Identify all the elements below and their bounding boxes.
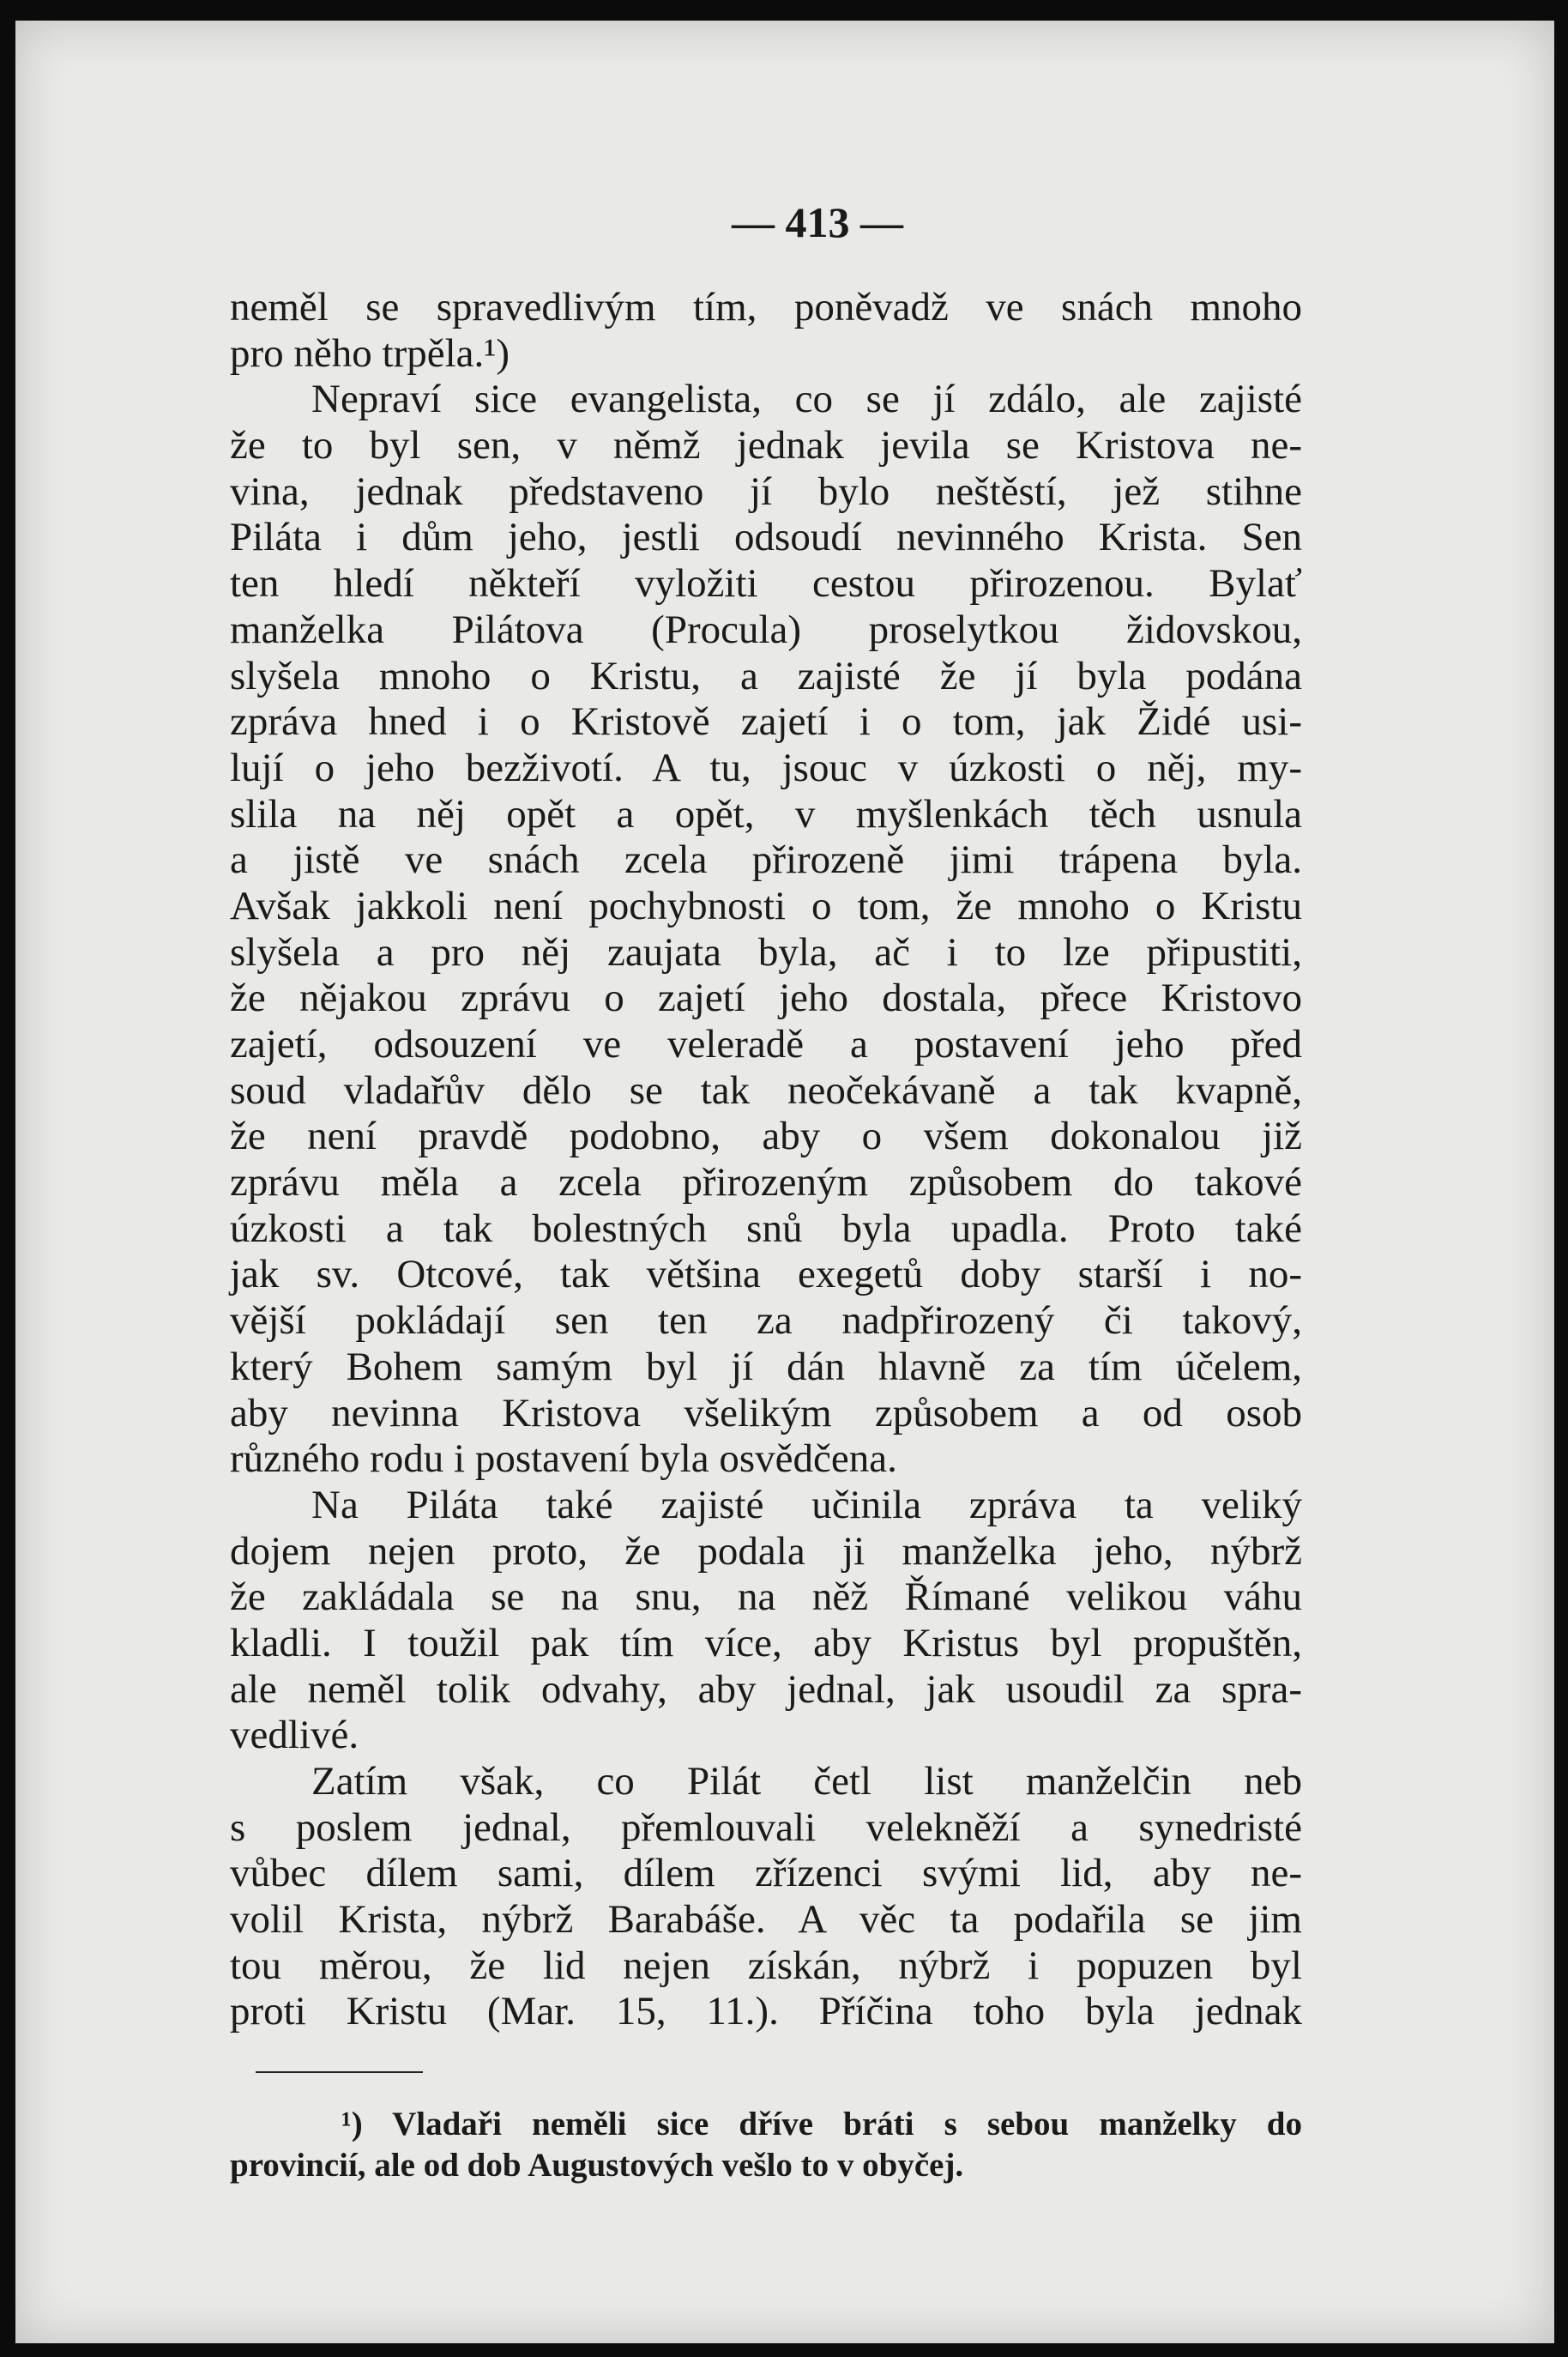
text-line: dojem nejen proto, že podala ji manželka jeho, nýbrž (230, 1528, 1302, 1574)
text-line: soud vladařův dělo se tak neočekávaně a tak kvapně, (230, 1067, 1302, 1113)
text-line: aby nevinna Kristova všelikým způsobem a od osob (230, 1390, 1302, 1435)
text-line: že to byl sen, v němž jednak jevila se Kristova ne- (230, 423, 1302, 468)
text-line: různého rodu i postavení byla osvědčena. (230, 1436, 897, 1482)
text-line: ale neměl tolik odvahy, aby jednal, jak usoudil za spra- (230, 1666, 1302, 1712)
text-line: že není pravdě podobno, aby o všem dokonalou již (230, 1114, 1302, 1159)
text-line: kladli. I toužil pak tím více, aby Kristus byl propuštěn, (230, 1620, 1302, 1665)
body-text (230, 285, 1302, 2035)
text-line: a jistě ve snách zcela přirozeně jimi trápena byla. (230, 837, 1302, 883)
page-content (230, 192, 1302, 2186)
text-line: volil Krista, nýbrž Barabáše. A věc ta podařila se jim (230, 1897, 1302, 1943)
text-line: vedlivé. (230, 1713, 359, 1758)
footnote-rule (256, 2071, 423, 2073)
text-line: slyšela mnoho o Kristu, a zajisté že jí byla podána (230, 653, 1302, 698)
text-line: že nějakou zprávu o zajetí jeho dostala, přece Kristovo (230, 976, 1302, 1021)
text-line: slila na něj opět a opět, v myšlenkách těch usnula (230, 791, 1302, 837)
text-line: s poslem jednal, přemlouvali velekněží a synedristé (230, 1804, 1302, 1850)
text-line: že zakládala se na snu, na něž Římané velikou váhu (230, 1574, 1302, 1620)
footnote-line: provincií, ale od dob Augustových vešlo to v obyčej. (230, 2147, 964, 2185)
text-line: Avšak jakkoli není pochybnosti o tom, že mnoho o Kristu (230, 883, 1302, 928)
text-line: tou měrou, že lid nejen získán, nýbrž i popuzen byl (230, 1943, 1302, 1988)
text-line: lují o jeho bezživotí. A tu, jsouc v úzkosti o něj, my- (230, 745, 1302, 790)
text-line: vůbec dílem sami, dílem zřízenci svými lid, aby ne- (230, 1851, 1302, 1896)
text-line: slyšela a pro něj zaujata byla, ač i to lze připustiti, (230, 929, 1302, 975)
text-line: vější pokládají sen ten za nadpřirozený či takový, (230, 1298, 1302, 1344)
text-line: manželka Pilátova (Procula) proselytkou židovskou, (230, 607, 1302, 652)
footnote-line: ¹) Vladaři neměli sice dříve bráti s sebou manželky do (341, 2106, 1302, 2143)
text-line: Na Piláta také zajisté učinila zpráva ta veliký (311, 1482, 1302, 1527)
text-line: ten hledí někteří vyložiti cestou přirozenou. Bylať (230, 561, 1302, 607)
text-line: zajetí, odsouzení ve veleradě a postavení jeho před (230, 1022, 1302, 1067)
text-line: neměl se spravedlivým tím, poněvadž ve snách mnoho (230, 285, 1302, 329)
text-line: pro něho trpěla.¹) (230, 330, 510, 376)
text-line: jak sv. Otcové, tak většina exegetů doby starší i no- (230, 1252, 1302, 1297)
text-line: zpráva hned i o Kristově zajetí i o tom, jak Židé usi- (230, 699, 1302, 745)
footnote (230, 2104, 1302, 2186)
scanned-page (15, 21, 1554, 2343)
text-line: který Bohem samým byl jí dán hlavně za tím účelem, (230, 1344, 1302, 1389)
text-line: úzkosti a tak bolestných snů byla upadla. Proto také (230, 1206, 1302, 1251)
text-line: proti Kristu (Mar. 15, 11.). Příčina toho byla jednak (230, 1989, 1302, 2034)
text-line: Piláta i dům jeho, jestli odsoudí nevinného Krista. Sen (230, 515, 1302, 560)
text-line: Zatím však, co Pilát četl list manželčin neb (311, 1759, 1302, 1804)
page-number: — 413 — (732, 198, 903, 246)
text-line: zprávu měla a zcela přirozeným způsobem do takové (230, 1160, 1302, 1206)
text-line: vina, jednak představeno jí bylo neštěstí, jež stihne (230, 468, 1302, 514)
text-line: Nepraví sice evangelista, co se jí zdálo, ale zajisté (311, 377, 1302, 422)
